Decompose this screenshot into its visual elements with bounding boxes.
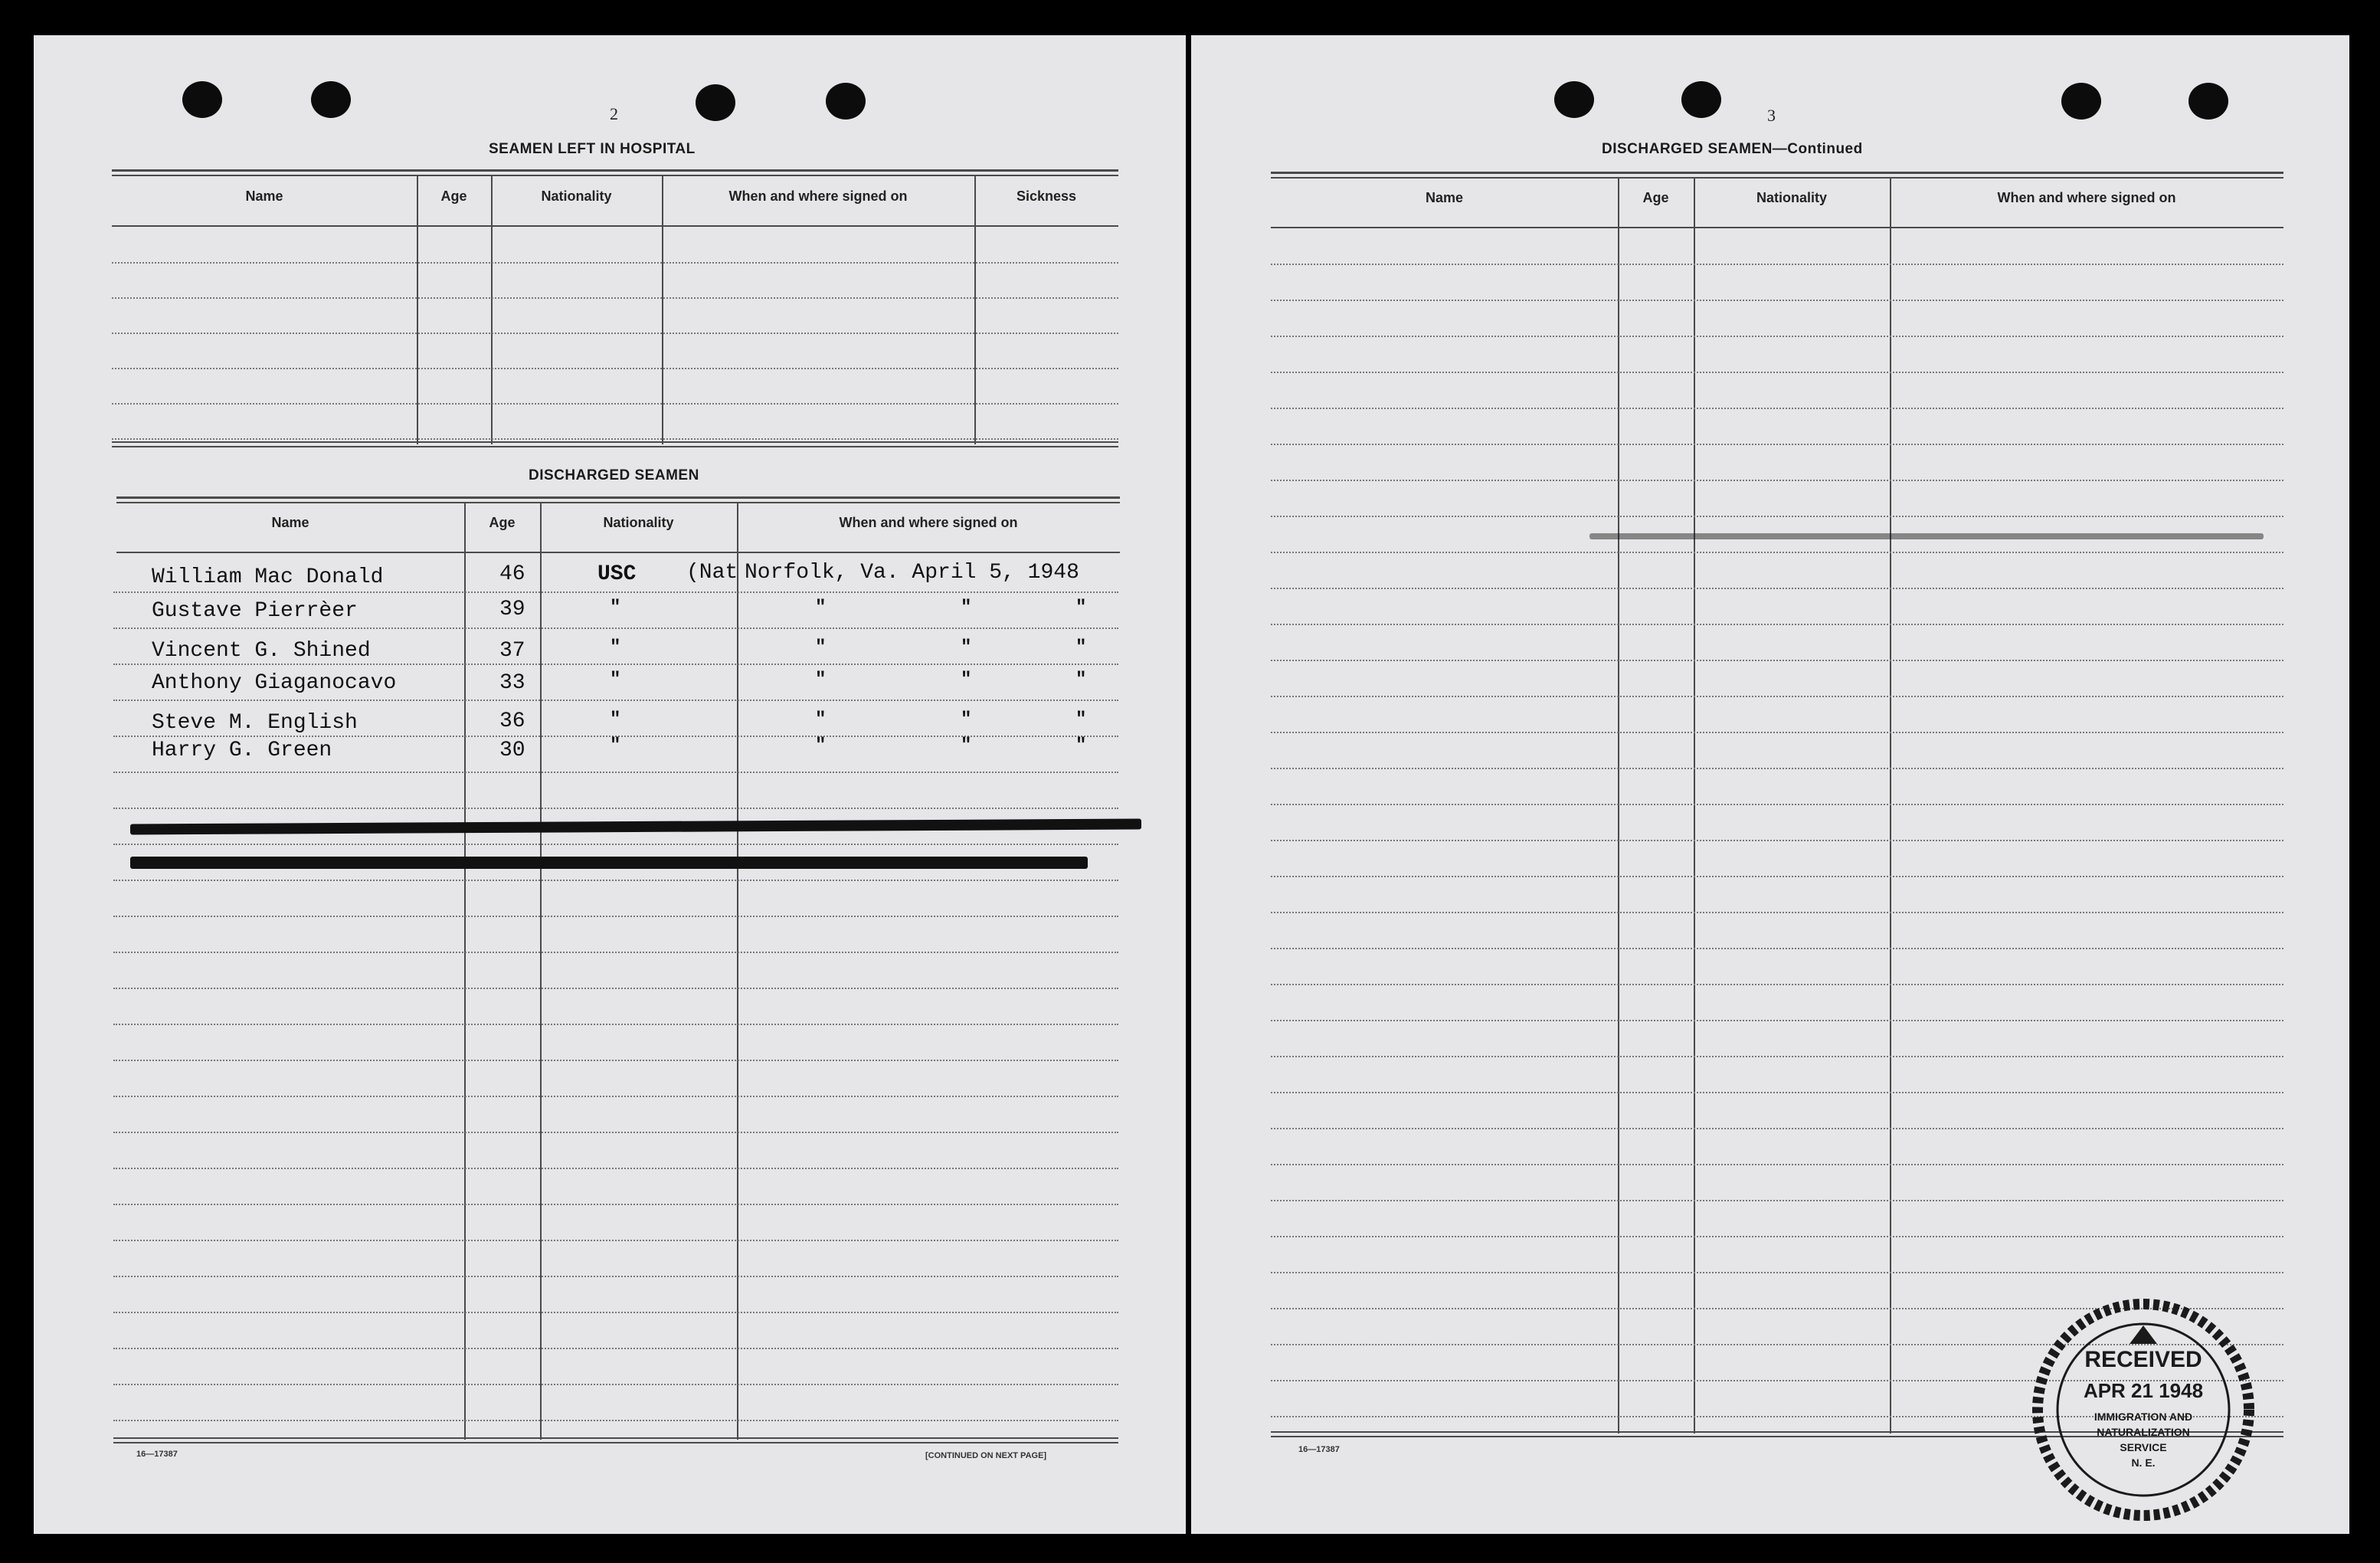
seaman-name: Gustave Pierrèer (152, 599, 358, 623)
strikeout-line (130, 819, 1141, 835)
ruling-line (1271, 444, 2283, 445)
ditto-mark: " (961, 598, 972, 618)
ruling-line (113, 1096, 1118, 1097)
ruling-line (113, 1312, 1118, 1313)
seaman-nationality: " (610, 598, 621, 618)
ruling-line (113, 1420, 1118, 1421)
seaman-nationality: USC (597, 562, 637, 586)
discharged-section-title: DISCHARGED SEAMEN (529, 467, 699, 483)
ruling-line (1271, 408, 2283, 409)
ruling-line (1271, 1092, 2283, 1093)
hospital-col-sickness: Sickness (1016, 188, 1077, 204)
ruling-line (1271, 1164, 2283, 1165)
ruling-line (1271, 1200, 2283, 1201)
ruling-line (112, 297, 1118, 299)
ruling-line (1271, 1056, 2283, 1057)
seaman-nationality-note: (Nat (686, 561, 738, 585)
ruling-line (113, 591, 1118, 593)
ruling-line (1271, 876, 2283, 877)
seaman-age: 39 (499, 598, 525, 621)
ruling-line (1271, 912, 2283, 913)
ruling-line (1271, 336, 2283, 337)
discharged-col-nationality: Nationality (603, 515, 674, 530)
seaman-nationality: " (610, 736, 621, 756)
ruling-line (113, 1060, 1118, 1061)
col-signed-on: When and where signed on (1997, 190, 2176, 205)
ruling-line (113, 1276, 1118, 1277)
discharged-col-name: Name (271, 515, 309, 530)
ruling-line (1271, 516, 2283, 517)
ditto-mark: " (1075, 736, 1087, 756)
seaman-name: Steve M. English (152, 711, 358, 735)
continued-note: [CONTINUED ON NEXT PAGE] (925, 1451, 1047, 1460)
ruling-line (1271, 372, 2283, 373)
ditto-mark: " (815, 598, 827, 618)
ruling-line (1271, 624, 2283, 625)
ruling-line (1271, 948, 2283, 949)
col-name: Name (1425, 190, 1464, 205)
ditto-mark: " (961, 736, 972, 756)
seaman-nationality: " (610, 670, 621, 690)
punch-hole (1554, 81, 1594, 118)
punch-hole (1681, 81, 1721, 118)
ditto-mark: " (1075, 598, 1087, 618)
faint-strikeout (1589, 533, 2264, 539)
ruling-line (113, 1024, 1118, 1025)
stamp-date: APR 21 1948 (2083, 1379, 2204, 1402)
seaman-age: 37 (499, 639, 525, 663)
ditto-mark: " (961, 709, 972, 730)
ruling-line (1271, 1020, 2283, 1021)
ditto-mark: " (1075, 637, 1087, 658)
col-age: Age (1642, 190, 1669, 205)
hospital-section-title: SEAMEN LEFT IN HOSPITAL (489, 141, 696, 157)
page-number: 2 (610, 104, 618, 123)
ditto-mark: " (961, 637, 972, 658)
ruling-line (1271, 696, 2283, 697)
ruling-line (112, 438, 1118, 440)
hospital-col-name: Name (245, 188, 283, 204)
ruling-line (113, 808, 1118, 809)
seaman-nationality: " (610, 709, 621, 730)
seaman-name: Vincent G. Shined (152, 639, 371, 663)
received-stamp (2028, 1295, 2258, 1525)
stamp-line: SERVICE (2120, 1441, 2167, 1453)
ditto-mark: " (1075, 709, 1087, 730)
seaman-age: 33 (499, 671, 525, 695)
seaman-signed-on: Norfolk, Va. April 5, 1948 (745, 561, 1079, 585)
ruling-line (1271, 588, 2283, 589)
form-number: 16—17387 (136, 1450, 178, 1459)
ruling-line (1271, 840, 2283, 841)
ruling-line (1271, 660, 2283, 661)
ruling-line (113, 880, 1118, 881)
ruling-line (113, 916, 1118, 917)
ruling-line (113, 1168, 1118, 1169)
ruling-line (1271, 300, 2283, 301)
ruling-line (113, 1348, 1118, 1349)
ruling-line (113, 1204, 1118, 1205)
punch-hole (311, 81, 351, 118)
ruling-line (1271, 264, 2283, 265)
punch-hole (182, 81, 222, 118)
discharged-col-signed-on: When and where signed on (839, 515, 1018, 530)
ruling-line (112, 403, 1118, 405)
hospital-col-age: Age (440, 188, 467, 204)
section-title: DISCHARGED SEAMEN—Continued (1602, 141, 1863, 157)
seaman-name: Anthony Giaganocavo (152, 671, 397, 695)
stamp-line: NATURALIZATION (2097, 1426, 2190, 1438)
ditto-mark: " (961, 670, 972, 690)
ruling-line (113, 952, 1118, 953)
ruling-line (1271, 552, 2283, 553)
stamp-line: N. E. (2131, 1457, 2156, 1469)
punch-hole (2061, 83, 2101, 120)
ruling-line (113, 772, 1118, 773)
ruling-line (1271, 1236, 2283, 1237)
left-page (34, 35, 1186, 1534)
ruling-line (113, 1240, 1118, 1241)
ruling-line (1271, 1128, 2283, 1129)
ruling-line (112, 262, 1118, 264)
ruling-line (1271, 768, 2283, 769)
stamp-line: IMMIGRATION AND (2094, 1411, 2193, 1423)
ruling-line (112, 333, 1118, 334)
seaman-age: 46 (499, 562, 525, 586)
ditto-mark: " (1075, 670, 1087, 690)
ruling-line (113, 1384, 1118, 1385)
ruling-line (113, 844, 1118, 845)
seaman-age: 36 (499, 709, 525, 733)
ruling-line (113, 1132, 1118, 1133)
ditto-mark: " (815, 670, 827, 690)
seaman-name: William Mac Donald (152, 565, 384, 589)
ruling-line (113, 664, 1118, 665)
ruling-line (1271, 984, 2283, 985)
punch-hole (826, 83, 866, 120)
form-number: 16—17387 (1298, 1445, 1340, 1454)
seaman-nationality: " (610, 637, 621, 658)
seaman-name: Harry G. Green (152, 739, 332, 762)
hospital-col-signed-on: When and where signed on (728, 188, 908, 204)
ruling-line (1271, 480, 2283, 481)
discharged-col-age: Age (489, 515, 516, 530)
ditto-mark: " (815, 709, 827, 730)
punch-hole (2188, 83, 2228, 120)
ditto-mark: " (815, 637, 827, 658)
ruling-line (113, 627, 1118, 629)
page-number: 3 (1767, 106, 1776, 125)
ruling-line (1271, 804, 2283, 805)
ruling-line (113, 700, 1118, 701)
seaman-age: 30 (499, 739, 525, 762)
ruling-line (113, 988, 1118, 989)
ruling-line (1271, 1272, 2283, 1273)
strikeout-line (130, 857, 1088, 869)
stamp-word: RECEIVED (2084, 1347, 2202, 1372)
punch-hole (696, 84, 735, 121)
ruling-line (1271, 732, 2283, 733)
ruling-line (112, 368, 1118, 369)
hospital-col-nationality: Nationality (541, 188, 612, 204)
ditto-mark: " (815, 736, 827, 756)
col-nationality: Nationality (1756, 190, 1827, 205)
